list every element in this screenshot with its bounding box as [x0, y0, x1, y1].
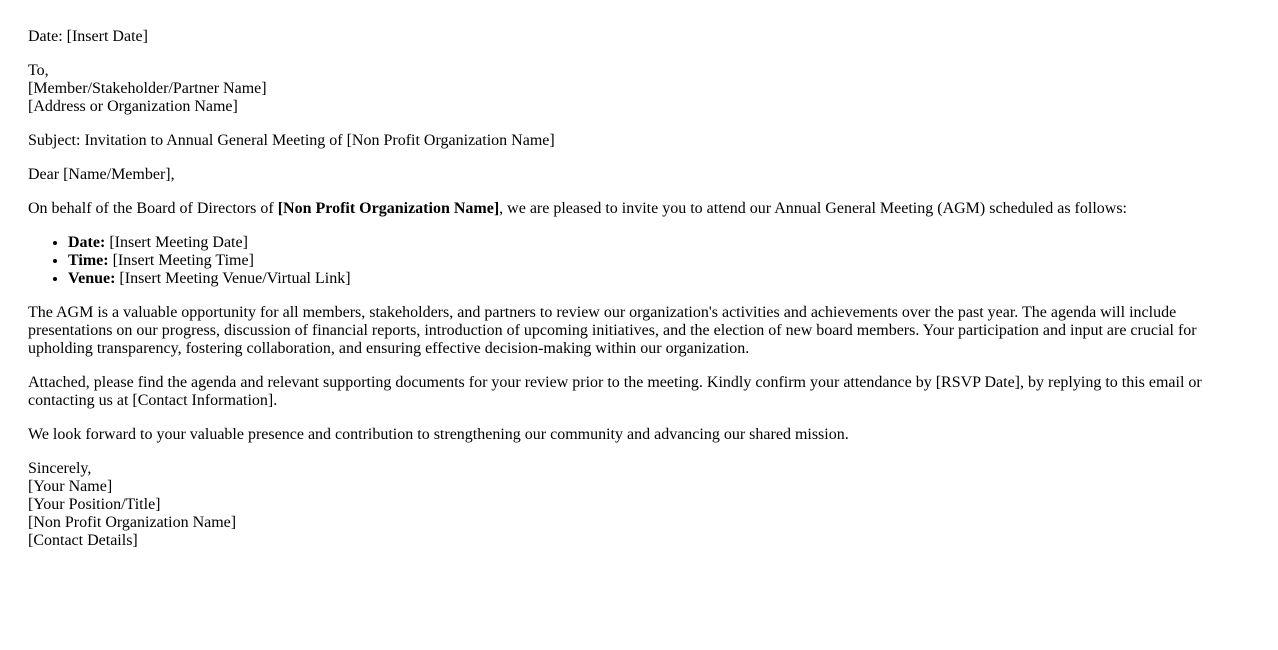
subject-line: Subject: Invitation to Annual General Meeting of [Non Profit Organization Name]	[28, 132, 555, 149]
signer-organization: [Non Profit Organization Name]	[28, 514, 237, 531]
detail-value: [Insert Meeting Venue/Virtual Link]	[115, 270, 351, 287]
recipient-to: To,	[28, 62, 49, 79]
letter-document	[28, 28, 1228, 566]
recipient-address: [Address or Organization Name]	[28, 98, 238, 115]
detail-value: [Insert Meeting Time]	[108, 252, 254, 269]
detail-value: [Insert Meeting Date]	[105, 234, 248, 251]
sign-off: Sincerely,	[28, 460, 92, 477]
intro-org-name: [Non Profit Organization Name]	[277, 200, 500, 217]
signer-name: [Your Name]	[28, 478, 113, 495]
detail-label: Venue:	[68, 270, 116, 287]
detail-item-date	[68, 234, 1228, 252]
detail-label: Time:	[68, 252, 109, 269]
attachment-paragraph: Attached, please find the agenda and relevant supporting documents for your review prior to the meeting. Kindly confirm your attendance by [RSVP Date], by replying to this email or contacting us at [Contact Information].	[28, 374, 1202, 409]
signature-block	[28, 460, 1228, 550]
signer-contact: [Contact Details]	[28, 532, 138, 549]
recipient-block	[28, 62, 1228, 116]
closing-paragraph: We look forward to your valuable presence and contribution to strengthening our community and advancing our shared mission.	[28, 426, 849, 443]
detail-label: Date:	[68, 234, 106, 251]
intro-after: , we are pleased to invite you to attend our Annual General Meeting (AGM) scheduled as follows:	[499, 200, 1127, 217]
signer-position: [Your Position/Title]	[28, 496, 161, 513]
date-line: Date: [Insert Date]	[28, 28, 148, 45]
salutation: Dear [Name/Member],	[28, 166, 175, 183]
meeting-details-list	[28, 234, 1228, 288]
intro-before: On behalf of the Board of Directors of	[28, 200, 278, 217]
agm-paragraph: The AGM is a valuable opportunity for all members, stakeholders, and partners to review our organization's activities and achievements over the past year. The agenda will include presentations on our progress, discussion of financial reports, introduction of upcoming initiatives, and the election of new board members. Your participation and input are crucial for upholding transparency, fostering collaboration, and ensuring effective decision-making within our organization.	[28, 304, 1197, 357]
recipient-name: [Member/Stakeholder/Partner Name]	[28, 80, 267, 97]
detail-item-venue	[68, 270, 1228, 288]
intro-paragraph	[28, 200, 1228, 218]
detail-item-time	[68, 252, 1228, 270]
